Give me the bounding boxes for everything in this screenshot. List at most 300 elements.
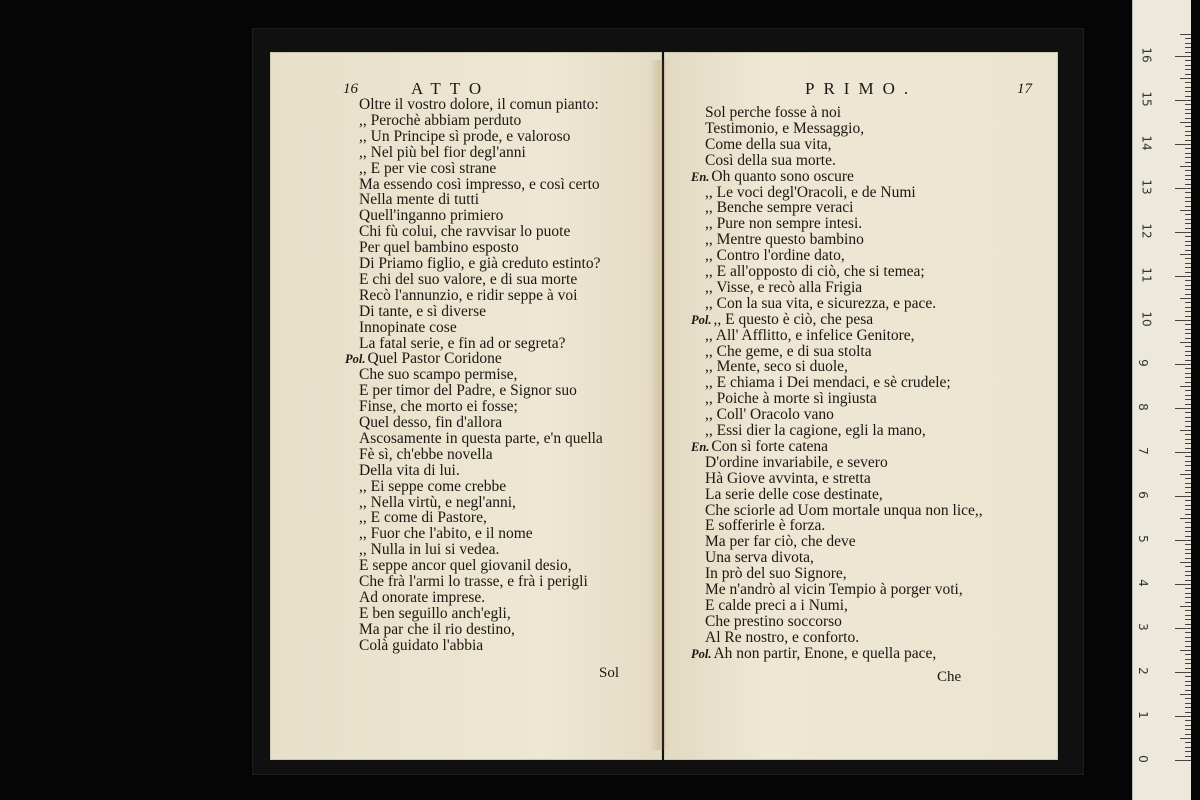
line-text: E per timor del Padre, e Signor suo	[359, 382, 577, 400]
line-text: Ad onorate imprese.	[359, 588, 486, 606]
text-line	[359, 336, 566, 352]
ruler-label: 16	[1139, 47, 1154, 63]
line-text: Finse, che morto ei fosse;	[359, 398, 518, 416]
text-line	[705, 232, 864, 248]
ruler-tick	[1185, 492, 1191, 493]
text-line	[705, 487, 883, 503]
ruler-tick	[1185, 483, 1191, 484]
ruler-tick	[1185, 663, 1191, 664]
ruler-tick	[1185, 162, 1191, 163]
ruler-tick	[1185, 500, 1191, 501]
ruler-tick	[1180, 430, 1191, 431]
ruler-tick	[1185, 681, 1191, 682]
ruler-tick	[1180, 166, 1191, 167]
ruler-tick	[1185, 245, 1191, 246]
right-page	[664, 52, 1058, 760]
ruler-tick	[1185, 219, 1191, 220]
text-line	[359, 399, 518, 415]
speaker-label: En.	[691, 169, 710, 184]
ruler-tick	[1185, 676, 1191, 677]
ruler-tick	[1185, 632, 1191, 633]
text-line	[705, 200, 853, 216]
ruler-tick	[1185, 395, 1191, 396]
text-line	[705, 264, 925, 280]
ruler-tick	[1185, 531, 1191, 532]
ruler-tick	[1185, 575, 1191, 576]
text-line	[359, 272, 577, 288]
text-line	[705, 137, 832, 153]
ruler-tick	[1185, 624, 1191, 625]
ruler-tick	[1185, 184, 1191, 185]
ruler-tick	[1185, 289, 1191, 290]
ruler-tick	[1185, 465, 1191, 466]
ruler-tick	[1185, 659, 1191, 660]
line-text: ,, Essi dier la cagione, egli la mano,	[705, 422, 926, 439]
line-text: Di tante, e sì diverse	[359, 302, 486, 320]
ruler-tick	[1185, 434, 1191, 435]
line-text: Così della sua morte.	[705, 151, 836, 169]
line-text: Oltre il vostro dolore, il comun pianto:	[359, 96, 599, 113]
ruler-tick	[1185, 109, 1191, 110]
ruler-tick	[1175, 584, 1191, 585]
text-line	[705, 455, 888, 471]
line-text: Sol perche fosse à noi	[705, 104, 842, 121]
line-text: ,, Con la sua vita, e sicurezza, e pace.	[705, 294, 937, 312]
ruler-tick	[1185, 399, 1191, 400]
ruler-tick	[1180, 78, 1191, 79]
ruler-tick	[1185, 487, 1191, 488]
ruler-tick	[1185, 175, 1191, 176]
line-text: Della vita di lui.	[359, 461, 460, 479]
line-text: Come della sua vita,	[705, 135, 832, 153]
ruler-tick	[1185, 170, 1191, 171]
text-line	[359, 463, 460, 479]
text-line	[705, 614, 842, 630]
line-text: Che frà l'armi lo trasse, e frà i perigli	[359, 573, 588, 590]
ruler-tick	[1185, 747, 1191, 748]
text-line	[705, 248, 845, 264]
ruler-tick	[1185, 527, 1191, 528]
running-header-right: PRIMO.	[805, 79, 918, 98]
ruler-tick	[1185, 267, 1191, 268]
gutter-stain	[650, 60, 668, 750]
text-line	[359, 479, 506, 495]
line-text: Nella mente di tutti	[359, 191, 480, 209]
ruler-tick	[1185, 641, 1191, 642]
ruler-tick	[1175, 144, 1191, 145]
text-line	[705, 153, 836, 169]
ruler-tick	[1185, 157, 1191, 158]
ruler-tick	[1185, 280, 1191, 281]
ruler-tick	[1185, 421, 1191, 422]
text-line	[359, 240, 519, 256]
ruler-tick	[1185, 610, 1191, 611]
ruler-tick	[1180, 738, 1191, 739]
text-line	[705, 503, 983, 519]
text-line	[691, 169, 854, 185]
text-line	[705, 550, 814, 566]
line-text: Quell'inganno primiero	[359, 207, 504, 225]
ruler-tick	[1185, 294, 1191, 295]
ruler-tick	[1185, 390, 1191, 391]
ruler-tick	[1185, 619, 1191, 620]
ruler-tick	[1185, 756, 1191, 757]
ruler-label: 5	[1135, 535, 1150, 543]
ruler-tick	[1185, 602, 1191, 603]
text-line	[345, 351, 502, 367]
line-text: E calde preci a i Numi,	[705, 596, 848, 614]
line-text: ,, Nella virtù, e negl'anni,	[359, 493, 516, 511]
ruler-tick	[1185, 668, 1191, 669]
ruler-tick	[1185, 74, 1191, 75]
line-text: Che suo scampo permise,	[359, 366, 518, 384]
ruler-tick	[1180, 342, 1191, 343]
text-line	[691, 646, 936, 662]
line-text: Chi fù colui, che ravvisar lo puote	[359, 223, 571, 241]
line-text: ,, Coll' Oracolo vano	[705, 406, 834, 424]
ruler-tick	[1185, 368, 1191, 369]
line-text: Ah non partir, Enone, e quella pace,	[713, 644, 937, 662]
ruler-label: 1	[1135, 711, 1150, 719]
ruler-tick	[1185, 571, 1191, 572]
ruler-tick	[1185, 52, 1191, 53]
text-line	[705, 296, 936, 312]
ruler-tick	[1185, 316, 1191, 317]
ruler-tick	[1185, 338, 1191, 339]
ruler-tick	[1185, 514, 1191, 515]
ruler-tick	[1175, 716, 1191, 717]
text-line	[705, 280, 862, 296]
ruler-tick	[1185, 734, 1191, 735]
line-text: Innopinate cose	[359, 318, 457, 336]
text-line	[705, 375, 951, 391]
ruler-tick	[1185, 382, 1191, 383]
line-text: Hà Giove avvinta, e stretta	[705, 469, 871, 487]
line-text: Per quel bambino esposto	[359, 239, 519, 257]
text-line	[705, 121, 864, 137]
line-text: Quel desso, fin d'allora	[359, 414, 503, 431]
ruler-tick	[1185, 153, 1191, 154]
ruler-tick	[1185, 566, 1191, 567]
ruler-tick	[1180, 606, 1191, 607]
ruler-tick	[1185, 43, 1191, 44]
ruler-tick	[1185, 241, 1191, 242]
ruler-tick	[1185, 333, 1191, 334]
line-text: Al Re nostro, e conforto.	[705, 628, 860, 646]
text-line	[359, 145, 526, 161]
line-text: E sofferirle è forza.	[705, 517, 826, 535]
ruler-tick	[1175, 540, 1191, 541]
catchword-left: Sol	[599, 665, 620, 681]
ruler-tick	[1185, 250, 1191, 251]
line-text: Una serva divota,	[705, 549, 814, 567]
line-text: ,, E questo è ciò, che pesa	[713, 310, 874, 328]
ruler-tick	[1185, 206, 1191, 207]
text-line	[359, 495, 516, 511]
ruler-tick	[1185, 637, 1191, 638]
text-line	[705, 344, 872, 360]
text-line	[359, 177, 600, 193]
ruler-tick	[1185, 311, 1191, 312]
text-line	[691, 312, 873, 328]
ruler-tick	[1180, 518, 1191, 519]
text-line	[705, 534, 856, 550]
ruler-tick	[1185, 725, 1191, 726]
line-text: ,, E all'opposto di ciò, che si temea;	[705, 263, 925, 280]
ruler-tick	[1185, 214, 1191, 215]
ruler-tick	[1185, 646, 1191, 647]
ruler-tick	[1185, 192, 1191, 193]
ruler-tick	[1185, 65, 1191, 66]
text-line	[359, 431, 603, 447]
line-text: Che sciorle ad Uom mortale unqua non lice,,	[705, 501, 983, 519]
text-line	[359, 113, 521, 129]
line-text: Ma per far ciò, che deve	[705, 533, 856, 551]
ruler-tick	[1185, 38, 1191, 39]
text-line	[705, 518, 825, 534]
ruler-tick	[1185, 729, 1191, 730]
line-text: ,, Pure non sempre intesi.	[705, 215, 863, 233]
speaker-label: Pol.	[691, 646, 712, 661]
ruler-tick	[1185, 443, 1191, 444]
ruler-label: 8	[1135, 403, 1150, 411]
catchword-right: Che	[937, 669, 962, 685]
line-text: Che prestino soccorso	[705, 612, 842, 630]
line-text: Me n'andrò al vicin Tempio à porger voti,	[705, 581, 963, 598]
ruler-tick	[1175, 100, 1191, 101]
ruler-tick	[1185, 360, 1191, 361]
text-line	[705, 359, 848, 375]
ruler-tick	[1185, 470, 1191, 471]
ruler-tick	[1185, 140, 1191, 141]
ruler-label: 10	[1139, 311, 1154, 327]
text-line	[359, 97, 599, 113]
text-line	[359, 622, 515, 638]
ruler-tick	[1185, 307, 1191, 308]
ruler-tick	[1185, 544, 1191, 545]
line-text: E ben seguillo anch'egli,	[359, 604, 511, 622]
ruler-tick	[1185, 690, 1191, 691]
ruler-tick	[1185, 593, 1191, 594]
ruler-tick	[1185, 87, 1191, 88]
text-line	[359, 415, 502, 431]
line-text: ,, Fuor che l'abito, e il nome	[359, 525, 533, 543]
text-line	[359, 606, 511, 622]
ruler-tick	[1185, 346, 1191, 347]
ruler-tick	[1185, 417, 1191, 418]
ruler-tick	[1185, 588, 1191, 589]
ruler-tick	[1185, 69, 1191, 70]
ruler-tick	[1185, 654, 1191, 655]
ruler-tick	[1185, 126, 1191, 127]
text-line	[359, 542, 499, 558]
ruler-tick	[1185, 118, 1191, 119]
line-text: ,, E chiama i Dei mendaci, e sè crudele;	[705, 374, 951, 392]
line-text: La fatal serie, e fin ad or segreta?	[359, 334, 566, 352]
ruler-tick	[1185, 355, 1191, 356]
ruler-tick	[1185, 707, 1191, 708]
running-header-left: ATTO	[411, 79, 491, 98]
ruler-tick	[1185, 461, 1191, 462]
text-line	[359, 590, 485, 606]
line-text: Ascosamente in questa parte, e'n quella	[359, 429, 603, 447]
text-line	[705, 630, 859, 646]
page-number-left: 16	[343, 81, 358, 97]
speaker-label: Pol.	[691, 312, 712, 327]
line-text: Ma essendo così impresso, e così certo	[359, 175, 600, 193]
text-line	[359, 208, 503, 224]
line-text: ,, E come di Pastore,	[359, 509, 487, 527]
ruler-tick	[1185, 712, 1191, 713]
ruler-tick	[1180, 210, 1191, 211]
ruler-label: 2	[1135, 667, 1150, 675]
ruler-tick	[1185, 505, 1191, 506]
ruler-tick	[1180, 562, 1191, 563]
text-line	[359, 288, 577, 304]
ruler-tick	[1175, 760, 1191, 761]
ruler-tick	[1185, 439, 1191, 440]
ruler-tick	[1185, 703, 1191, 704]
speaker-label: En.	[691, 439, 710, 454]
text-line	[705, 185, 916, 201]
line-text: ,, Poiche à morte sì ingiusta	[705, 390, 877, 408]
line-text: ,, Nel più bel fior degl'anni	[359, 143, 526, 161]
line-text: E seppe ancor quel giovanil desio,	[359, 557, 572, 575]
ruler-tick	[1185, 685, 1191, 686]
ruler-tick	[1185, 448, 1191, 449]
ruler-tick	[1185, 456, 1191, 457]
ruler-tick	[1185, 258, 1191, 259]
ruler-tick	[1185, 549, 1191, 550]
line-text: ,, Ei seppe come crebbe	[359, 477, 507, 495]
ruler-tick	[1175, 408, 1191, 409]
text-line	[359, 526, 533, 542]
ruler-tick	[1185, 478, 1191, 479]
ruler-tick	[1175, 56, 1191, 57]
ruler-tick	[1185, 522, 1191, 523]
ruler-tick	[1185, 201, 1191, 202]
ruler-tick	[1185, 412, 1191, 413]
ruler-tick	[1180, 122, 1191, 123]
ruler-tick	[1180, 298, 1191, 299]
ruler-tick	[1185, 742, 1191, 743]
ruler-tick	[1185, 720, 1191, 721]
ruler-tick	[1175, 188, 1191, 189]
text-line	[359, 129, 570, 145]
text-line	[359, 383, 577, 399]
ruler-tick	[1185, 113, 1191, 114]
text-line	[705, 471, 871, 487]
ruler-tick	[1185, 47, 1191, 48]
line-text: Di Priamo figlio, e già creduto estinto?	[359, 255, 601, 272]
ruler-tick	[1185, 96, 1191, 97]
ruler-tick	[1185, 536, 1191, 537]
ruler-tick	[1185, 509, 1191, 510]
text-line	[359, 161, 496, 177]
measuring-ruler	[1132, 0, 1191, 800]
ruler-label: 6	[1135, 491, 1150, 499]
text-line	[359, 510, 487, 526]
ruler-tick	[1185, 82, 1191, 83]
ruler-tick	[1185, 148, 1191, 149]
ruler-label: 0	[1135, 755, 1150, 763]
line-text: Con sì forte catena	[711, 437, 829, 455]
line-text: ,, Visse, e recò alla Frigia	[705, 278, 863, 296]
ruler-tick	[1185, 223, 1191, 224]
ruler-tick	[1175, 320, 1191, 321]
left-page	[270, 52, 662, 760]
text-line	[691, 439, 828, 455]
text-line	[359, 574, 588, 590]
ruler-tick	[1185, 285, 1191, 286]
ruler-tick	[1185, 553, 1191, 554]
ruler-tick	[1180, 34, 1191, 35]
ruler-label: 7	[1135, 447, 1150, 455]
ruler-tick	[1185, 91, 1191, 92]
line-text: La serie delle cose destinate,	[705, 485, 883, 503]
ruler-tick	[1185, 751, 1191, 752]
ruler-tick	[1185, 197, 1191, 198]
line-text: Fè sì, ch'ebbe novella	[359, 445, 493, 463]
ruler-label: 15	[1139, 91, 1154, 107]
ruler-tick	[1185, 272, 1191, 273]
line-text: D'ordine invariabile, e severo	[705, 453, 888, 471]
ruler-tick	[1185, 131, 1191, 132]
text-line	[705, 423, 926, 439]
page-number-right: 17	[1017, 81, 1032, 97]
ruler-tick	[1185, 580, 1191, 581]
line-text: ,, Benche sempre veraci	[705, 199, 854, 217]
line-text: ,, All' Afflitto, e infelice Genitore,	[705, 326, 915, 344]
ruler-tick	[1185, 698, 1191, 699]
ruler-tick	[1185, 104, 1191, 105]
ruler-tick	[1185, 135, 1191, 136]
line-text: ,, Le voci degl'Oracoli, e de Numi	[705, 183, 916, 201]
text-line	[359, 224, 570, 240]
ruler-tick	[1185, 426, 1191, 427]
text-line	[705, 407, 834, 423]
ruler-tick	[1175, 232, 1191, 233]
ruler-tick	[1185, 263, 1191, 264]
text-line	[705, 391, 877, 407]
ruler-tick	[1185, 179, 1191, 180]
ruler-tick	[1185, 324, 1191, 325]
text-line	[359, 192, 479, 208]
ruler-tick	[1180, 694, 1191, 695]
text-line	[705, 216, 862, 232]
line-text: Ma par che il rio destino,	[359, 620, 515, 638]
ruler-tick	[1175, 452, 1191, 453]
line-text: Testimonio, e Messaggio,	[705, 119, 865, 137]
ruler-tick	[1185, 351, 1191, 352]
text-line	[705, 105, 841, 121]
ruler-tick	[1185, 236, 1191, 237]
text-line	[359, 447, 493, 463]
ruler-tick	[1180, 474, 1191, 475]
text-line	[359, 638, 483, 654]
ruler-tick	[1175, 672, 1191, 673]
text-line	[359, 367, 517, 383]
ruler-tick	[1185, 60, 1191, 61]
ruler-label: 9	[1135, 359, 1150, 367]
ruler-tick	[1175, 364, 1191, 365]
ruler-tick	[1185, 228, 1191, 229]
text-line	[359, 558, 572, 574]
text-line	[705, 566, 847, 582]
line-text: ,, Che geme, e di sua stolta	[705, 342, 872, 360]
text-line	[705, 328, 915, 344]
line-text: Oh quanto sono oscure	[711, 167, 854, 185]
